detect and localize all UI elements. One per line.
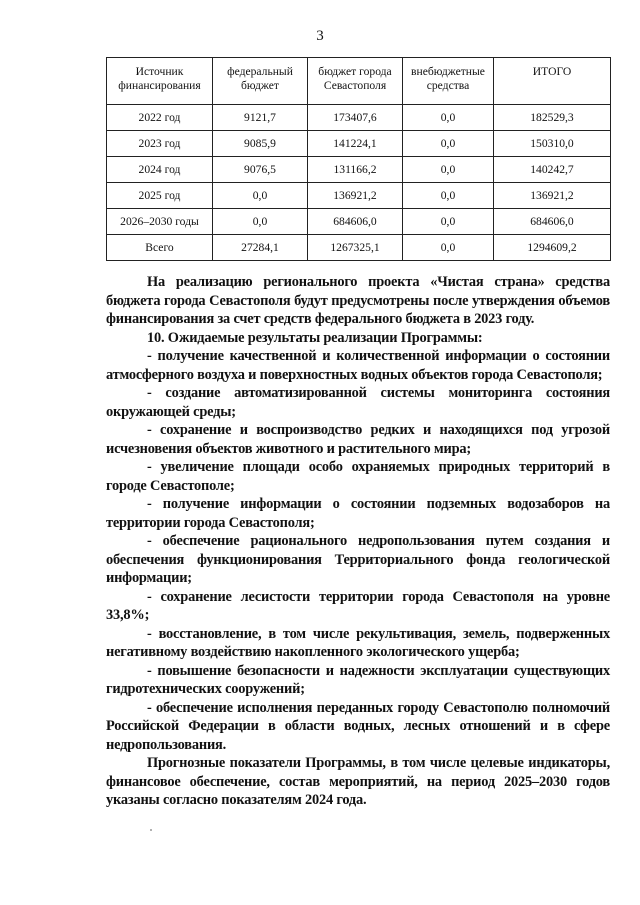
cell-extrabudgetary: 0,0 <box>403 105 494 131</box>
financing-table <box>106 57 611 261</box>
cell-total: 140242,7 <box>494 157 611 183</box>
cell-federal: 9076,5 <box>213 157 308 183</box>
cell-extrabudgetary: 0,0 <box>403 209 494 235</box>
cell-city: 684606,0 <box>308 209 403 235</box>
body-text <box>106 273 610 810</box>
cell-period: 2024 год <box>107 157 213 183</box>
header-city-budget: бюджет города Севастополя <box>308 58 403 105</box>
list-item: - увеличение площади особо охраняемых природных территорий в городе Севастополе; <box>106 459 610 494</box>
cell-federal: 9121,7 <box>213 105 308 131</box>
list-item: - получение информации о состоянии подземных водозаборов на территории города Севастополя; <box>106 496 610 531</box>
header-federal-budget: федеральный бюджет <box>213 58 308 105</box>
table-row <box>107 131 611 157</box>
page-number: 3 <box>316 28 324 44</box>
cell-total: 1294609,2 <box>494 235 611 261</box>
cell-total: 684606,0 <box>494 209 611 235</box>
paragraph-funding-note: На реализацию регионального проекта «Чистая страна» средства бюджета города Севастополя будут предусмотрены после утверждения объемов финансирования за счет средств федерального бюджета в 2023 году. <box>106 274 610 327</box>
cell-extrabudgetary: 0,0 <box>403 157 494 183</box>
table-row <box>107 209 611 235</box>
header-total: ИТОГО <box>494 58 611 105</box>
cell-extrabudgetary: 0,0 <box>403 183 494 209</box>
cell-city: 131166,2 <box>308 157 403 183</box>
list-item: - сохранение и воспроизводство редких и находящихся под угрозой исчезновения объектов животного и растительного мира; <box>106 422 610 457</box>
cell-city: 173407,6 <box>308 105 403 131</box>
cell-city: 136921,2 <box>308 183 403 209</box>
table-row <box>107 183 611 209</box>
list-item: - обеспечение рационального недропользования путем создания и обеспечения функционирования Территориального фонда геологической информации; <box>106 533 610 586</box>
cell-federal: 9085,9 <box>213 131 308 157</box>
cell-federal: 0,0 <box>213 183 308 209</box>
cell-federal: 0,0 <box>213 209 308 235</box>
table-row <box>107 157 611 183</box>
list-item: - повышение безопасности и надежности эксплуатации существующих гидротехнических сооружений; <box>106 662 610 697</box>
cell-federal: 27284,1 <box>213 235 308 261</box>
list-item: - создание автоматизированной системы мониторинга состояния окружающей среды; <box>106 385 610 420</box>
table-header-row <box>107 58 611 105</box>
table-total-row <box>107 235 611 261</box>
cell-city: 1267325,1 <box>308 235 403 261</box>
cell-period: Всего <box>107 235 213 261</box>
cell-period: 2026–2030 годы <box>107 209 213 235</box>
cell-total: 150310,0 <box>494 131 611 157</box>
cell-period: 2023 год <box>107 131 213 157</box>
list-item: - восстановление, в том числе рекультивация, земель, подверженных негативному воздействию накопленного экологического ущерба; <box>106 625 610 660</box>
list-item: - обеспечение исполнения переданных городу Севастополю полномочий Российской Федерации в области водных, лесных отношений и в сфере недропользования. <box>106 699 610 753</box>
header-source: Источник финансирования <box>107 58 213 105</box>
table-row <box>107 105 611 131</box>
cell-extrabudgetary: 0,0 <box>403 235 494 261</box>
paragraph-forecast-note: Прогнозные показатели Программы, в том числе целевые индикаторы, финансовое обеспечение, состав мероприятий, на период 2025–2030 годов указаны согласно показателям 2024 года. <box>106 755 610 808</box>
section-heading-expected-results: 10. Ожидаемые результаты реализации Программы: <box>147 329 483 346</box>
cell-period: 2025 год <box>107 183 213 209</box>
cell-total: 182529,3 <box>494 105 611 131</box>
header-extrabudgetary: внебюджетные средства <box>403 58 494 105</box>
list-item: - получение качественной и количественной информации о состоянии атмосферного воздуха и поверхностных водных объектов города Севастополя; <box>106 348 610 383</box>
cell-extrabudgetary: 0,0 <box>403 131 494 157</box>
cell-city: 141224,1 <box>308 131 403 157</box>
cell-period: 2022 год <box>107 105 213 131</box>
list-item: - сохранение лесистости территории города Севастополя на уровне 33,8%; <box>106 588 610 623</box>
scan-speck <box>150 829 152 831</box>
cell-total: 136921,2 <box>494 183 611 209</box>
